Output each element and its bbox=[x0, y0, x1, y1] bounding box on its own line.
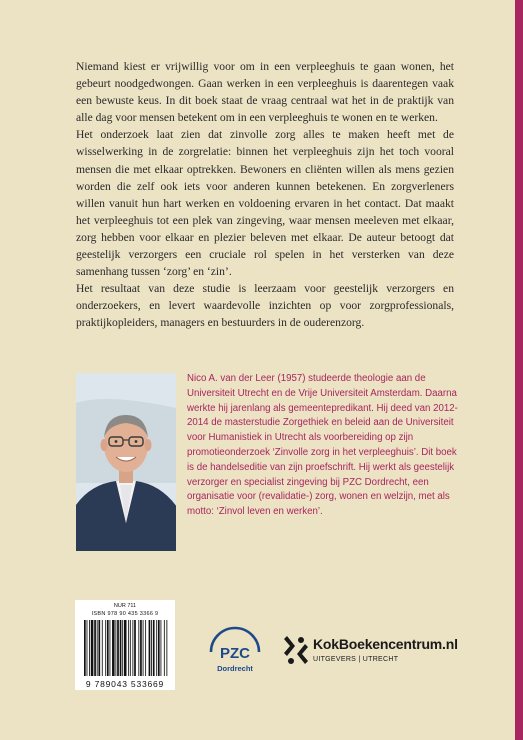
blurb-paragraph-1: Niemand kiest er vrijwillig voor om in een verpleeghuis te gaan wonen, het gebeurt noodgedwongen. Gaan werken in een verpleeghuis is daarentegen vaak een bewuste keus. In dit boek staat de vraag centraal wat het in de praktijk van alle dag voor mensen betekent om in een verpleeghuis te wonen en te werken. bbox=[76, 60, 454, 125]
author-photo bbox=[76, 373, 176, 551]
barcode-bar bbox=[87, 620, 88, 676]
publisher-name: KokBoekencentrum.nl bbox=[313, 636, 458, 652]
publisher-logo-icon bbox=[283, 634, 309, 666]
blurb-paragraph-3: Het resultaat van deze studie is leerzaam voor geestelijk verzorgers en onderzoekers, en levert waardevolle inzichten op voor zorgprofessionals, praktijkopleiders, managers en bestuurders in de ouderenzorg. bbox=[76, 282, 454, 330]
barcode-bar bbox=[110, 620, 111, 676]
barcode-bar bbox=[153, 620, 155, 676]
barcode-bar bbox=[132, 620, 133, 676]
pzc-logo-letters: PZC bbox=[220, 645, 250, 662]
accent-stripe bbox=[515, 0, 523, 740]
publisher-subtitle: UITGEVERS | UTRECHT bbox=[313, 656, 399, 663]
barcode-bar bbox=[128, 620, 129, 676]
barcode-bar bbox=[84, 620, 86, 676]
barcode-bar bbox=[151, 620, 152, 676]
barcode-bar bbox=[161, 620, 162, 676]
pzc-logo bbox=[203, 626, 267, 676]
barcode-bar bbox=[115, 620, 116, 676]
author-portrait-illustration bbox=[76, 373, 176, 551]
barcode-bar bbox=[98, 620, 100, 676]
blurb-paragraph-2: Het onderzoek laat zien dat zinvolle zorg alles te maken heeft met de wisselwerking in de zorgrelatie: binnen het verpleeghuis zijn het toch vooral mensen die met elkaar optrekken. Bewoners en cliënten willen als mens gezien worden die zelf ook iets voor anderen kunnen betekenen. En zorgverleners willen vanuit hun hart werken en voldoening ervaren in het contact. Dat maakt het verpleeghuis tot een plek van zingeving, waar mensen meeleven met elkaar, zorg hebben voor elkaar en plezier beleven met elkaar. De auteur betoogt dat geestelijk verzorgers een cruciale rol spelen in het versterken van deze samenhang tussen ‘zorg’ en ‘zin’. bbox=[76, 128, 454, 279]
barcode-bar bbox=[105, 620, 106, 676]
barcode-bar bbox=[89, 620, 90, 676]
barcode-bar bbox=[122, 620, 123, 676]
nur-code: NUR 711 bbox=[113, 603, 137, 609]
barcode-bar bbox=[91, 620, 94, 676]
back-cover-blurb bbox=[76, 58, 454, 332]
barcode-bar bbox=[143, 620, 144, 676]
barcode-bar bbox=[94, 620, 96, 676]
barcode-bar bbox=[124, 620, 127, 676]
isbn-barcode bbox=[75, 600, 175, 690]
barcode-bar bbox=[107, 620, 109, 676]
author-bio: Nico A. van der Leer (1957) studeerde theologie aan de Universiteit Utrecht en de Vrije Universiteit Amsterdam. Daarna werkte hij jarenlang als gemeentepredikant. Hij deed van 2012-2014 de masterstudie Zorgethiek en beleid aan de Universiteit voor Humanistiek in Utrecht als voorbereiding op zijn promotieonderzoek ‘Zinvolle zorg in het verpleeghuis’. Dit boek is de handelseditie van zijn proefschrift. Hij werkt als geestelijk verzorger en specialist zingeving bij PZC Dordrecht, een organisatie voor (revalidatie-) zorg, wonen en welzijn, met als motto: ‘Zinvol leven en werken’. bbox=[187, 373, 458, 518]
pzc-city: Dordrecht bbox=[217, 664, 253, 673]
barcode-bar bbox=[102, 620, 103, 676]
barcode-bar bbox=[164, 620, 165, 676]
barcode-bar bbox=[140, 620, 142, 676]
barcode-bar bbox=[117, 620, 119, 676]
barcode-bar bbox=[134, 620, 136, 676]
isbn-number: ISBN 978 90 435 3366 9 bbox=[91, 611, 159, 617]
publisher-logo bbox=[283, 632, 483, 672]
barcode-bar bbox=[158, 620, 160, 676]
barcode-bars bbox=[84, 620, 168, 676]
barcode-digits: 9 789043 533669 bbox=[85, 679, 165, 689]
barcode-bar bbox=[166, 620, 167, 676]
barcode-bar bbox=[145, 620, 146, 676]
barcode-bar bbox=[112, 620, 115, 676]
barcode-bar bbox=[130, 620, 131, 676]
barcode-bar bbox=[149, 620, 151, 676]
barcode-bar bbox=[138, 620, 139, 676]
barcode-bar bbox=[97, 620, 98, 676]
barcode-bar bbox=[156, 620, 157, 676]
pzc-logo-icon bbox=[203, 626, 267, 666]
barcode-bar bbox=[120, 620, 122, 676]
